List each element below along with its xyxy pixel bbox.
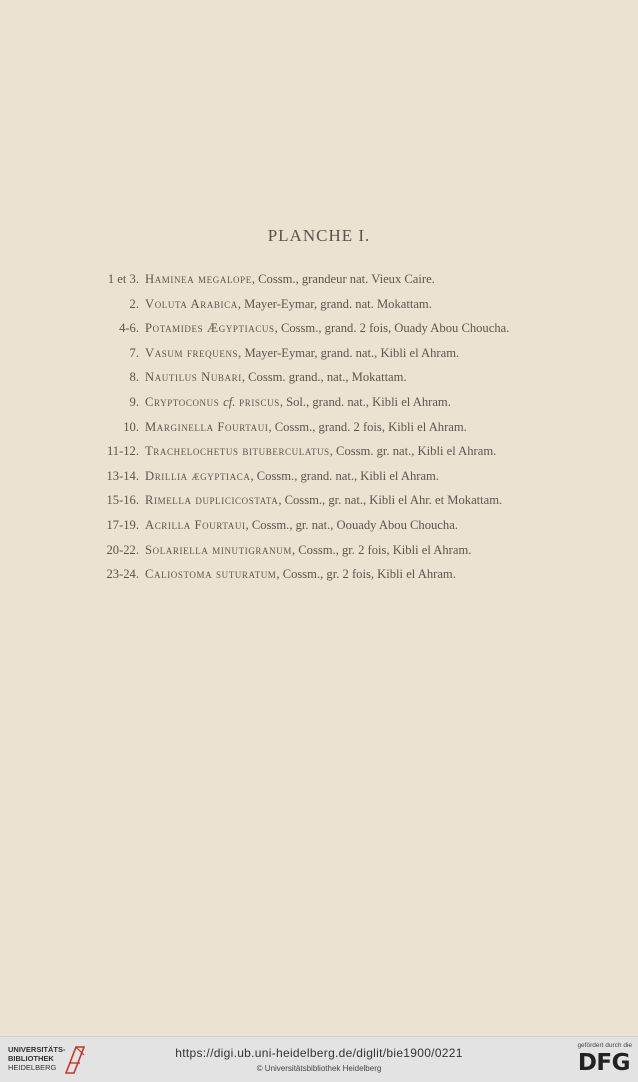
caption-text: , Cossm., gr. nat., Kibli el Ahr. et Mokattam. bbox=[278, 493, 503, 508]
caption-entry bbox=[129, 391, 451, 413]
figure-number: 7. bbox=[129, 345, 139, 360]
species-name: Drillia ægyptiaca bbox=[145, 468, 251, 483]
species-name: Cryptoconus bbox=[145, 395, 224, 409]
plate-title: PLANCHE I. bbox=[267, 226, 371, 245]
caption-entry bbox=[106, 465, 439, 487]
species-name: Marginella Fourtaui bbox=[145, 419, 269, 434]
figure-number: 13-14. bbox=[106, 468, 139, 483]
species-name: Vasum frequens bbox=[145, 345, 239, 360]
caption-entry bbox=[107, 268, 435, 290]
figure-number: 8. bbox=[129, 370, 139, 385]
library-name-line2: BIBLIOTHEK bbox=[8, 1054, 54, 1063]
caption-text: , Cossm., gr. 2 fois, Kibli el Ahram. bbox=[291, 542, 472, 557]
species-name: Haminea megalope bbox=[145, 272, 252, 286]
caption-entry bbox=[106, 563, 456, 585]
figure-number: 20-22. bbox=[106, 542, 139, 557]
figure-number: 23-24. bbox=[106, 567, 139, 582]
caption-entry bbox=[129, 293, 432, 315]
species-name: Voluta Arabica bbox=[145, 296, 238, 311]
figure-number: 4-6. bbox=[119, 321, 139, 336]
species-name: Acrilla Fourtaui bbox=[145, 518, 246, 532]
figure-number: 17-19. bbox=[106, 518, 139, 532]
caption-entry bbox=[106, 514, 458, 536]
caption-text: , Cossm. gr. nat., Kibli el Ahram. bbox=[329, 444, 497, 459]
species-name: Potamides Ægyptiacus bbox=[145, 321, 275, 336]
dfg-logo: DFG bbox=[577, 1050, 630, 1076]
caption-entry bbox=[129, 342, 460, 364]
caption-entry bbox=[106, 440, 497, 462]
figure-number: 9. bbox=[129, 395, 139, 409]
caption-text: , Cossm., grand. 2 fois, Ouady Abou Choucha. bbox=[274, 321, 510, 336]
figure-number: 15-16. bbox=[106, 493, 139, 508]
copyright-notice: © Universitätsbibliothek Heidelberg bbox=[256, 1064, 382, 1073]
caption-text: , Sol., grand. nat., Kibli el Ahram. bbox=[279, 395, 451, 409]
caption-entry bbox=[106, 539, 472, 561]
figure-number: 1 et 3. bbox=[107, 272, 139, 286]
species-name: Nautilus Nubari bbox=[145, 370, 242, 385]
species-name: Trachelochetus bituberculatus bbox=[145, 444, 330, 459]
library-name-line3: HEIDELBERG bbox=[8, 1063, 57, 1072]
library-name-line1: UNIVERSITÄTS- bbox=[8, 1045, 66, 1054]
caption-text: , Cossm., gr. nat., Oouady Abou Choucha. bbox=[245, 518, 458, 532]
caption-text: , Cossm., gr. 2 fois, Kibli el Ahram. bbox=[276, 567, 456, 582]
species-name: Rimella duplicicostata bbox=[145, 493, 279, 508]
figure-number: 2. bbox=[129, 296, 139, 311]
caption-text: , Cossm., grandeur nat. Vieux Caire. bbox=[251, 272, 435, 286]
caption-text: , Cossm. grand., nat., Mokattam. bbox=[241, 370, 407, 385]
caption-text: , Cossm., grand. nat., Kibli el Ahram. bbox=[250, 468, 439, 483]
caption-entry bbox=[119, 317, 510, 339]
viewer-footer bbox=[0, 1036, 638, 1082]
caption-text: , Mayer-Eymar, grand. nat. Mokattam. bbox=[237, 296, 432, 311]
caption-text: , Cossm., grand. 2 fois, Kibli el Ahram. bbox=[268, 419, 467, 434]
page-url-link[interactable]: https://digi.ub.uni-heidelberg.de/diglit/bie1900/0221 bbox=[175, 1046, 463, 1060]
caption-entry bbox=[123, 416, 467, 438]
figure-number: 10. bbox=[123, 419, 139, 434]
species-name: priscus bbox=[235, 395, 280, 409]
caption-entry bbox=[106, 489, 503, 511]
species-name: Solariella minutigranum bbox=[145, 542, 292, 557]
italic-text: cf. bbox=[223, 395, 236, 409]
caption-text: , Mayer-Eymar, grand. nat., Kibli el Ahram. bbox=[238, 345, 460, 360]
species-name: Caliostoma suturatum bbox=[145, 567, 277, 582]
caption-entry bbox=[129, 366, 407, 388]
figure-number: 11-12. bbox=[106, 444, 139, 459]
funding-label: gefördert durch die bbox=[577, 1042, 632, 1049]
